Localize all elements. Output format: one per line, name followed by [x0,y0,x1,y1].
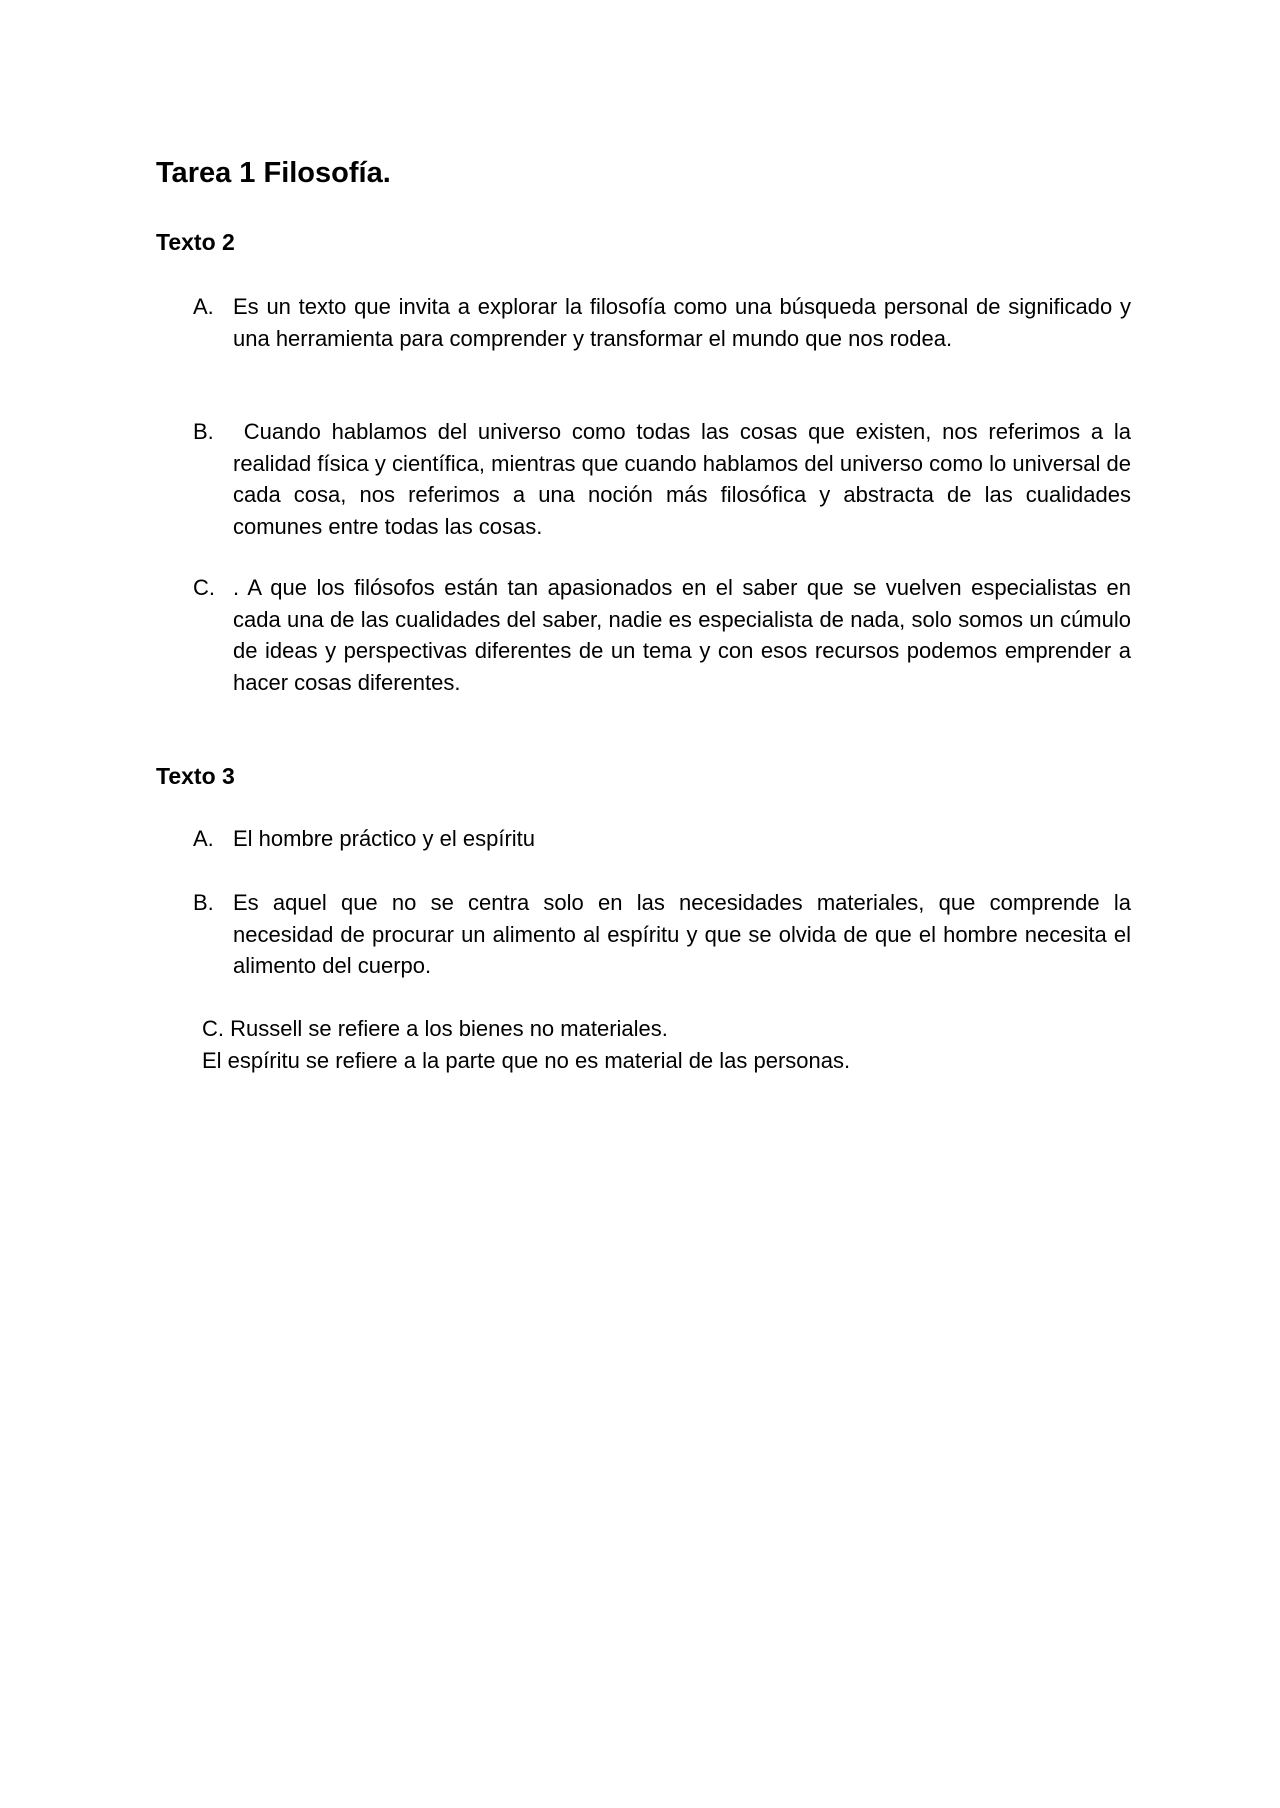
paragraph-line: C. Russell se refiere a los bienes no materiales. [202,1016,668,1041]
list-item [193,416,1138,542]
list-marker: B. [193,890,214,915]
list-marker: A. [193,826,214,851]
list-item-text: Es un texto que invita a explorar la filosofía como una búsqueda personal de significado y una herramienta para comprender y transformar el mundo que nos rodea. [233,294,1131,351]
list-item-text: El hombre práctico y el espíritu [233,826,536,851]
document-title: Tarea 1 Filosofía. [156,157,391,189]
list-marker: B. [193,419,214,444]
list-item [193,823,1131,855]
list-item [193,572,1131,698]
section-heading-texto-3: Texto 3 [156,763,235,789]
section-heading-texto-2: Texto 2 [156,229,235,255]
paragraph-line: El espíritu se refiere a la parte que no es material de las personas. [202,1048,851,1073]
list-marker: A. [193,294,214,319]
list-item [193,887,1131,982]
list-item [193,291,1131,354]
list-marker: C. [193,575,215,600]
list-item-text: Cuando hablamos del universo como todas las cosas que existen, nos referimos a la realidad física y científica, mientras que cuando hablamos del universo como lo universal de cada cosa, nos referimos a una noción más filosófica y abstracta de las cualidades comunes entre todas las cosas. [233,419,1138,539]
list-item-text: Es aquel que no se centra solo en las necesidades materiales, que comprende la necesidad de procurar un alimento al espíritu y que se olvida de que el hombre necesita el alimento del cuerpo. [233,890,1131,978]
list-item-text: . A que los filósofos están tan apasionados en el saber que se vuelven especialistas en cada una de las cualidades del saber, nadie es especialista de nada, solo somos un cúmulo de ideas y perspectivas diferentes de un tema y con esos recursos podemos emprender a hacer cosas diferentes. [233,575,1131,695]
